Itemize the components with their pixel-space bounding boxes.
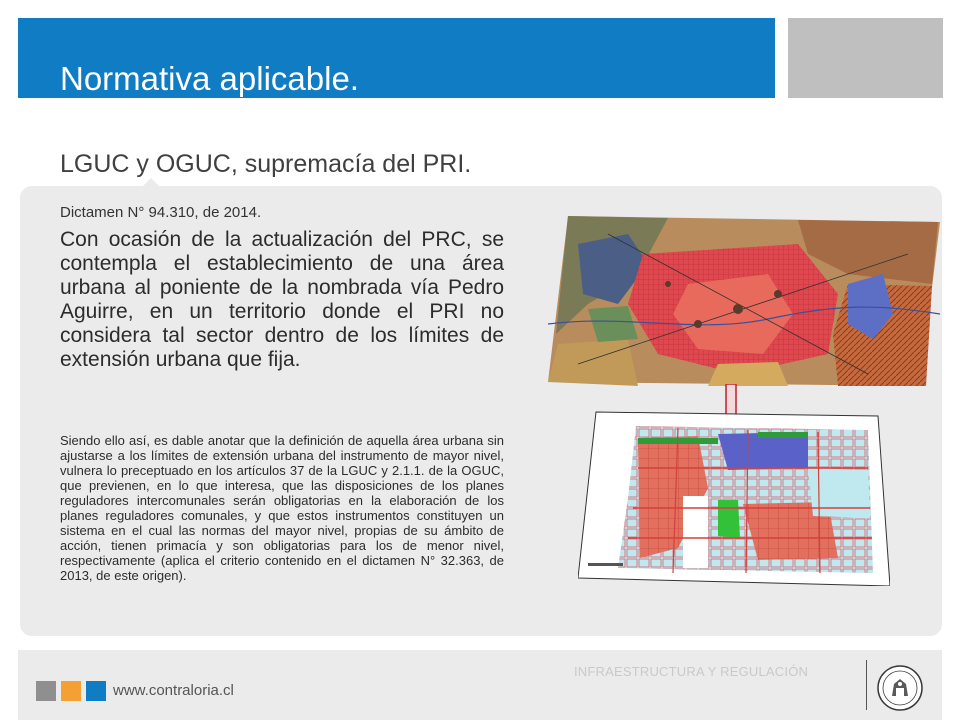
dictamen-reference: Dictamen N° 94.310, de 2014. bbox=[60, 204, 262, 221]
footer-square-gray bbox=[36, 681, 56, 701]
page-title: Normativa aplicable. bbox=[60, 60, 359, 97]
contraloria-seal-icon bbox=[876, 664, 924, 712]
footer-square-orange bbox=[61, 681, 81, 701]
footer-divider bbox=[866, 660, 867, 710]
title-bar bbox=[18, 18, 775, 98]
regional-plan-map bbox=[548, 214, 940, 386]
footer-tagline: INFRAESTRUCTURA Y REGULACIÓN bbox=[574, 664, 809, 679]
section-subtitle: LGUC y OGUC, supremacía del PRI. bbox=[60, 150, 472, 178]
lead-paragraph: Con ocasión de la actualización del PRC, se contempla el establecimiento de una área urbana al poniente de la nombrada vía Pedro Aguirre, en un territorio donde el PRI no considera tal sector dentro de los límites de extensión urbana que fija. bbox=[60, 228, 504, 371]
footer-website-link[interactable]: www.contraloria.cl bbox=[113, 682, 234, 699]
body-paragraph: Siendo ello así, es dable anotar que la definición de aquella área urbana sin ajustarse a los límites de extensión urbana del instrumento de mayor nivel, vulnera lo preceptuado en los artículos 37 de la LGUC y 2.1.1. de la OGUC, que previenen, en lo que interesa, que las disposiciones de los planes reguladores intercomunales serán obligatorias en la elaboración de los planes reguladores comunales, y que estos instrumentos constituyen un sistema en el cual las normas del mayor nivel, propias de su ámbito de acción, tienen primacía y son obligatorias para los de menor nivel, respectivamente (aplica el criterio contenido en el dictamen N° 32.363, de 2013, de este origen). bbox=[60, 433, 504, 583]
header-corner-block bbox=[788, 18, 943, 98]
footer-square-blue bbox=[86, 681, 106, 701]
communal-plan-map bbox=[578, 408, 890, 586]
